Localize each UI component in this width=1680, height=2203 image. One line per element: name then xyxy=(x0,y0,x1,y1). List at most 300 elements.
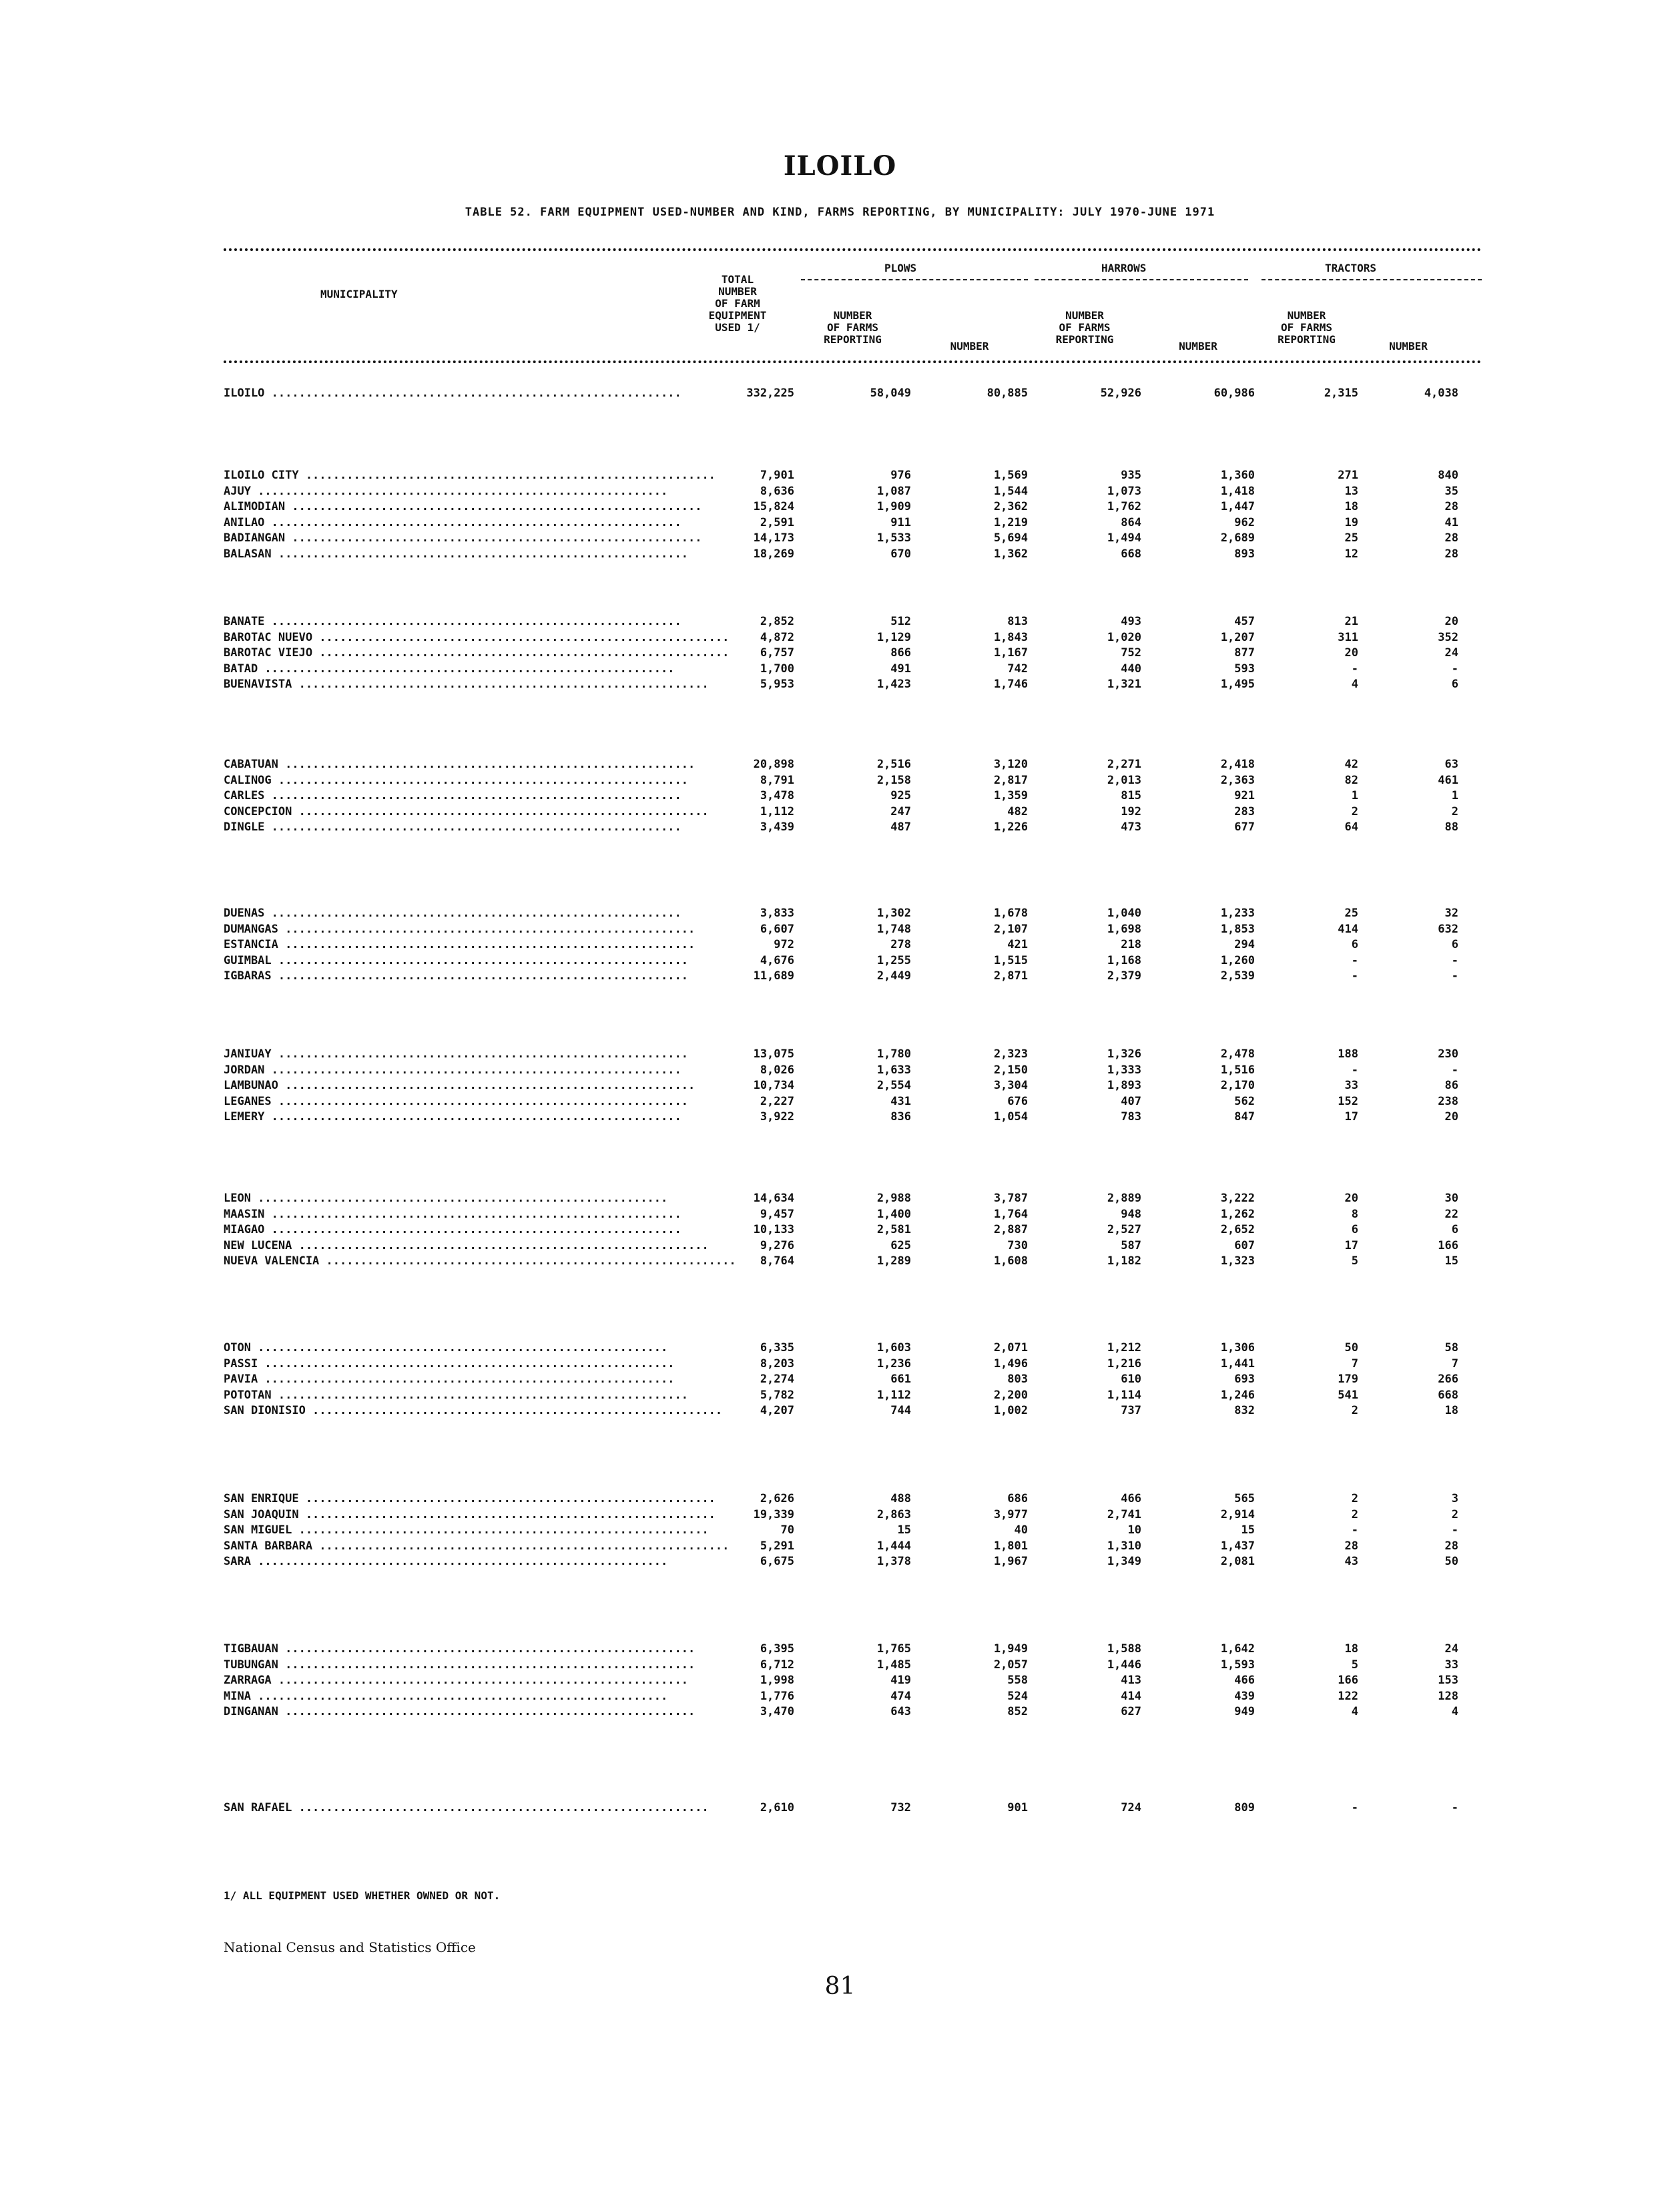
tractors-farms-cell: 6 xyxy=(1351,1223,1358,1236)
header-tractors-number: NUMBER xyxy=(1389,340,1428,352)
tractors-farms-cell: 152 xyxy=(1338,1095,1358,1108)
plows-farms-cell: 431 xyxy=(890,1095,911,1108)
table-row xyxy=(0,1238,1680,1254)
harrows-farms-cell: 2,013 xyxy=(1107,774,1141,787)
table-row xyxy=(0,1403,1680,1419)
harrows-farms-cell: 752 xyxy=(1121,646,1141,660)
total-equipment-cell: 5,782 xyxy=(760,1389,794,1402)
municipality-name: LAMBUNAO ............................................................ xyxy=(224,1079,695,1092)
municipality-name: PAVIA ............................................................ xyxy=(224,1373,675,1386)
table-row xyxy=(0,1207,1680,1222)
total-equipment-cell: 972 xyxy=(774,938,794,951)
tractors-farms-cell: 6 xyxy=(1351,938,1358,951)
plows-number-cell: 813 xyxy=(1007,615,1028,628)
table-row xyxy=(0,1254,1680,1269)
municipality-name: NEW LUCENA ............................................................ xyxy=(224,1239,709,1252)
plows-farms-cell: 2,449 xyxy=(876,969,911,983)
harrows-number-cell: 2,652 xyxy=(1220,1223,1255,1236)
tractors-farms-cell: 42 xyxy=(1344,758,1358,771)
harrows-farms-cell: 52,926 xyxy=(1100,387,1141,400)
tractors-number-cell: 632 xyxy=(1438,923,1458,936)
total-equipment-cell: 9,457 xyxy=(760,1208,794,1221)
tractors-farms-cell: 25 xyxy=(1344,531,1358,545)
plows-number-cell: 421 xyxy=(1007,938,1028,951)
total-equipment-cell: 6,335 xyxy=(760,1341,794,1355)
plows-number-cell: 730 xyxy=(1007,1239,1028,1252)
tractors-farms-cell: 18 xyxy=(1344,1642,1358,1656)
total-equipment-cell: 1,998 xyxy=(760,1674,794,1687)
plows-number-cell: 2,150 xyxy=(993,1063,1028,1077)
plows-farms-cell: 2,158 xyxy=(876,774,911,787)
plows-number-cell: 1,002 xyxy=(993,1404,1028,1417)
municipality-name: BAROTAC NUEVO ............................................................ xyxy=(224,631,730,644)
table-row xyxy=(0,547,1680,562)
municipality-name: DUENAS ............................................................ xyxy=(224,907,681,920)
harrows-farms-cell: 2,271 xyxy=(1107,758,1141,771)
municipality-name: IGBARAS ............................................................ xyxy=(224,969,688,983)
tractors-farms-cell: 5 xyxy=(1351,1254,1358,1268)
harrows-number-cell: 893 xyxy=(1234,547,1255,561)
plows-number-cell: 2,323 xyxy=(993,1047,1028,1061)
table-row xyxy=(0,484,1680,499)
total-equipment-cell: 9,276 xyxy=(760,1239,794,1252)
table-row xyxy=(0,969,1680,984)
municipality-name: SARA ............................................................ xyxy=(224,1555,668,1568)
harrows-farms-cell: 440 xyxy=(1121,662,1141,676)
tractors-number-cell: 88 xyxy=(1444,820,1458,834)
total-equipment-cell: 2,852 xyxy=(760,615,794,628)
plows-number-cell: 524 xyxy=(1007,1690,1028,1703)
table-caption: TABLE 52. FARM EQUIPMENT USED-NUMBER AND KIND, FARMS REPORTING, BY MUNICIPALITY: JULY 1970-JUNE 1971 xyxy=(465,206,1215,219)
harrows-number-cell: 2,689 xyxy=(1220,531,1255,545)
tractors-number-cell: 4 xyxy=(1451,1705,1458,1718)
table-row xyxy=(0,937,1680,953)
tractors-farms-cell: 5 xyxy=(1351,1658,1358,1672)
tractors-farms-cell: 20 xyxy=(1344,1192,1358,1205)
table-row xyxy=(0,1491,1680,1507)
total-equipment-cell: 13,075 xyxy=(753,1047,794,1061)
municipality-name: SAN MIGUEL ............................................................ xyxy=(224,1523,709,1537)
plows-number-cell: 1,167 xyxy=(993,646,1028,660)
harrows-number-cell: 1,447 xyxy=(1220,500,1255,513)
tractors-number-cell: 28 xyxy=(1444,531,1458,545)
tractors-number-cell: 2 xyxy=(1451,805,1458,818)
plows-farms-cell: 2,554 xyxy=(876,1079,911,1092)
header-harrows-group: HARROWS xyxy=(1101,262,1147,274)
harrows-farms-cell: 1,182 xyxy=(1107,1254,1141,1268)
tractors-farms-cell: - xyxy=(1351,1801,1358,1814)
municipality-name: JORDAN ............................................................ xyxy=(224,1063,681,1077)
tractors-number-cell: 18 xyxy=(1444,1404,1458,1417)
harrows-farms-cell: 1,073 xyxy=(1107,485,1141,498)
municipality-name: CABATUAN ............................................................ xyxy=(224,758,695,771)
source-note: National Census and Statistics Office xyxy=(224,1939,476,1955)
harrows-farms-cell: 1,168 xyxy=(1107,954,1141,967)
municipality-name: LEON ............................................................ xyxy=(224,1192,668,1205)
table-row xyxy=(0,757,1680,772)
harrows-farms-cell: 610 xyxy=(1121,1373,1141,1386)
harrows-number-cell: 1,207 xyxy=(1220,631,1255,644)
tractors-farms-cell: 12 xyxy=(1344,547,1358,561)
tractors-farms-cell: 64 xyxy=(1344,820,1358,834)
total-equipment-cell: 2,274 xyxy=(760,1373,794,1386)
tractors-number-cell: 22 xyxy=(1444,1208,1458,1221)
harrows-farms-cell: 10 xyxy=(1127,1523,1141,1537)
harrows-number-cell: 466 xyxy=(1234,1674,1255,1687)
total-equipment-cell: 2,626 xyxy=(760,1492,794,1505)
municipality-name: ILOILO ............................................................ xyxy=(224,387,681,400)
header-harrows-number: NUMBER xyxy=(1179,340,1217,352)
harrows-number-cell: 2,914 xyxy=(1220,1508,1255,1521)
total-equipment-cell: 1,776 xyxy=(760,1690,794,1703)
total-equipment-cell: 4,207 xyxy=(760,1404,794,1417)
harrows-number-cell: 921 xyxy=(1234,789,1255,802)
harrows-number-cell: 3,222 xyxy=(1220,1192,1255,1205)
page-title: ILOILO xyxy=(783,150,897,182)
harrows-farms-cell: 1,698 xyxy=(1107,923,1141,936)
table-row xyxy=(0,1110,1680,1125)
harrows-farms-cell: 2,527 xyxy=(1107,1223,1141,1236)
harrows-farms-cell: 1,216 xyxy=(1107,1357,1141,1371)
total-equipment-cell: 10,133 xyxy=(753,1223,794,1236)
harrows-number-cell: 1,323 xyxy=(1220,1254,1255,1268)
plows-farms-cell: 1,909 xyxy=(876,500,911,513)
harrows-farms-cell: 1,040 xyxy=(1107,907,1141,920)
total-equipment-cell: 19,339 xyxy=(753,1508,794,1521)
plows-farms-cell: 1,129 xyxy=(876,631,911,644)
municipality-name: DINGLE ............................................................ xyxy=(224,820,681,834)
plows-farms-cell: 866 xyxy=(890,646,911,660)
plows-number-cell: 2,057 xyxy=(993,1658,1028,1672)
municipality-name: SAN DIONISIO ............................................................ xyxy=(224,1404,723,1417)
plows-number-cell: 3,977 xyxy=(993,1508,1028,1521)
municipality-name: TUBUNGAN ............................................................ xyxy=(224,1658,695,1672)
municipality-name: CONCEPCION ............................................................ xyxy=(224,805,709,818)
tractors-farms-cell: 2 xyxy=(1351,1492,1358,1505)
plows-farms-cell: 976 xyxy=(890,469,911,482)
harrows-number-cell: 607 xyxy=(1234,1239,1255,1252)
table-row xyxy=(0,1063,1680,1078)
tractors-number-cell: 2 xyxy=(1451,1508,1458,1521)
tractors-farms-cell: 414 xyxy=(1338,923,1358,936)
tractors-farms-cell: 188 xyxy=(1338,1047,1358,1061)
total-equipment-cell: 3,478 xyxy=(760,789,794,802)
tractors-farms-cell: 2 xyxy=(1351,805,1358,818)
plows-number-cell: 80,885 xyxy=(987,387,1028,400)
plows-number-cell: 1,764 xyxy=(993,1208,1028,1221)
plows-farms-cell: 1,255 xyxy=(876,954,911,967)
harrows-farms-cell: 192 xyxy=(1121,805,1141,818)
table-row xyxy=(0,788,1680,804)
tractors-farms-cell: 311 xyxy=(1338,631,1358,644)
plows-group-underline xyxy=(801,279,1028,280)
harrows-farms-cell: 724 xyxy=(1121,1801,1141,1814)
header-total-equipment: TOTAL NUMBER OF FARM EQUIPMENT USED 1/ xyxy=(708,273,767,334)
municipality-name: CALINOG ............................................................ xyxy=(224,774,688,787)
tractors-farms-cell: 17 xyxy=(1344,1110,1358,1124)
plows-farms-cell: 491 xyxy=(890,662,911,676)
tractors-farms-cell: - xyxy=(1351,969,1358,983)
tractors-number-cell: - xyxy=(1451,1801,1458,1814)
municipality-name: MINA ............................................................ xyxy=(224,1690,668,1703)
table-row xyxy=(0,1222,1680,1238)
tractors-farms-cell: 28 xyxy=(1344,1539,1358,1553)
table-row xyxy=(0,804,1680,820)
plows-farms-cell: 744 xyxy=(890,1404,911,1417)
harrows-number-cell: 2,081 xyxy=(1220,1555,1255,1568)
table-row xyxy=(0,499,1680,515)
harrows-farms-cell: 1,321 xyxy=(1107,678,1141,691)
plows-farms-cell: 670 xyxy=(890,547,911,561)
total-equipment-cell: 8,791 xyxy=(760,774,794,787)
plows-number-cell: 901 xyxy=(1007,1801,1028,1814)
plows-farms-cell: 1,423 xyxy=(876,678,911,691)
harrows-farms-cell: 1,114 xyxy=(1107,1389,1141,1402)
tractors-number-cell: 24 xyxy=(1444,646,1458,660)
plows-farms-cell: 58,049 xyxy=(870,387,911,400)
plows-farms-cell: 2,581 xyxy=(876,1223,911,1236)
table-row xyxy=(0,1704,1680,1720)
tractors-number-cell: 86 xyxy=(1444,1079,1458,1092)
tractors-number-cell: 153 xyxy=(1438,1674,1458,1687)
total-equipment-cell: 6,607 xyxy=(760,923,794,936)
tractors-number-cell: 3 xyxy=(1451,1492,1458,1505)
harrows-number-cell: 283 xyxy=(1234,805,1255,818)
harrows-group-underline xyxy=(1035,279,1248,280)
harrows-number-cell: 1,495 xyxy=(1220,678,1255,691)
tractors-number-cell: 41 xyxy=(1444,516,1458,529)
table-row xyxy=(0,1507,1680,1523)
harrows-farms-cell: 493 xyxy=(1121,615,1141,628)
total-equipment-cell: 8,026 xyxy=(760,1063,794,1077)
harrows-number-cell: 15 xyxy=(1241,1523,1255,1537)
total-equipment-cell: 2,610 xyxy=(760,1801,794,1814)
tractors-number-cell: 840 xyxy=(1438,469,1458,482)
total-equipment-cell: 3,922 xyxy=(760,1110,794,1124)
municipality-name: MAASIN ............................................................ xyxy=(224,1208,681,1221)
municipality-name: BATAD ............................................................ xyxy=(224,662,675,676)
harrows-farms-cell: 737 xyxy=(1121,1404,1141,1417)
harrows-number-cell: 1,437 xyxy=(1220,1539,1255,1553)
plows-number-cell: 2,871 xyxy=(993,969,1028,983)
plows-farms-cell: 643 xyxy=(890,1705,911,1718)
total-equipment-cell: 4,676 xyxy=(760,954,794,967)
tractors-farms-cell: 2 xyxy=(1351,1404,1358,1417)
plows-farms-cell: 911 xyxy=(890,516,911,529)
table-row xyxy=(0,1689,1680,1704)
table-row xyxy=(0,906,1680,921)
total-equipment-cell: 332,225 xyxy=(746,387,794,400)
harrows-farms-cell: 2,889 xyxy=(1107,1192,1141,1205)
plows-farms-cell: 1,400 xyxy=(876,1208,911,1221)
table-row xyxy=(0,630,1680,646)
header-top-rule xyxy=(224,248,1482,251)
harrows-number-cell: 593 xyxy=(1234,662,1255,676)
tractors-number-cell: 28 xyxy=(1444,547,1458,561)
plows-farms-cell: 474 xyxy=(890,1690,911,1703)
tractors-farms-cell: 18 xyxy=(1344,500,1358,513)
plows-number-cell: 676 xyxy=(1007,1095,1028,1108)
municipality-name: CARLES ............................................................ xyxy=(224,789,681,802)
header-plows-number: NUMBER xyxy=(950,340,989,352)
table-row xyxy=(0,646,1680,661)
table-row xyxy=(0,922,1680,937)
harrows-farms-cell: 1,020 xyxy=(1107,631,1141,644)
harrows-number-cell: 562 xyxy=(1234,1095,1255,1108)
tractors-number-cell: 50 xyxy=(1444,1555,1458,1568)
plows-number-cell: 1,219 xyxy=(993,516,1028,529)
tractors-farms-cell: 50 xyxy=(1344,1341,1358,1355)
municipality-name: ZARRAGA ............................................................ xyxy=(224,1674,688,1687)
harrows-number-cell: 1,853 xyxy=(1220,923,1255,936)
plows-number-cell: 1,362 xyxy=(993,547,1028,561)
plows-number-cell: 3,787 xyxy=(993,1192,1028,1205)
plows-number-cell: 1,226 xyxy=(993,820,1028,834)
table-row xyxy=(0,468,1680,483)
harrows-number-cell: 962 xyxy=(1234,516,1255,529)
plows-number-cell: 1,544 xyxy=(993,485,1028,498)
harrows-number-cell: 2,363 xyxy=(1220,774,1255,787)
table-row xyxy=(0,1372,1680,1387)
header-tractors-group: TRACTORS xyxy=(1325,262,1377,274)
plows-number-cell: 2,362 xyxy=(993,500,1028,513)
harrows-number-cell: 949 xyxy=(1234,1705,1255,1718)
plows-number-cell: 1,569 xyxy=(993,469,1028,482)
harrows-farms-cell: 473 xyxy=(1121,820,1141,834)
plows-number-cell: 2,887 xyxy=(993,1223,1028,1236)
harrows-farms-cell: 1,494 xyxy=(1107,531,1141,545)
plows-farms-cell: 836 xyxy=(890,1110,911,1124)
harrows-number-cell: 877 xyxy=(1234,646,1255,660)
plows-number-cell: 5,694 xyxy=(993,531,1028,545)
municipality-name: GUIMBAL ............................................................ xyxy=(224,954,688,967)
tractors-number-cell: 266 xyxy=(1438,1373,1458,1386)
harrows-number-cell: 294 xyxy=(1234,938,1255,951)
tractors-group-underline xyxy=(1262,279,1482,280)
plows-farms-cell: 1,289 xyxy=(876,1254,911,1268)
table-row xyxy=(0,515,1680,531)
harrows-number-cell: 1,306 xyxy=(1220,1341,1255,1355)
table-row xyxy=(0,1642,1680,1657)
table-row xyxy=(0,1800,1680,1816)
table-row xyxy=(0,1078,1680,1093)
tractors-number-cell: 35 xyxy=(1444,485,1458,498)
plows-number-cell: 1,949 xyxy=(993,1642,1028,1656)
table-row xyxy=(0,1539,1680,1554)
harrows-farms-cell: 1,333 xyxy=(1107,1063,1141,1077)
harrows-farms-cell: 466 xyxy=(1121,1492,1141,1505)
table-row xyxy=(0,1554,1680,1569)
tractors-number-cell: 1 xyxy=(1451,789,1458,802)
tractors-farms-cell: 271 xyxy=(1338,469,1358,482)
municipality-name: SANTA BARBARA ............................................................ xyxy=(224,1539,730,1553)
plows-number-cell: 1,515 xyxy=(993,954,1028,967)
total-equipment-cell: 6,675 xyxy=(760,1555,794,1568)
total-equipment-cell: 18,269 xyxy=(753,547,794,561)
tractors-farms-cell: 7 xyxy=(1351,1357,1358,1371)
tractors-number-cell: - xyxy=(1451,1523,1458,1537)
tractors-number-cell: 15 xyxy=(1444,1254,1458,1268)
harrows-number-cell: 1,260 xyxy=(1220,954,1255,967)
tractors-number-cell: 128 xyxy=(1438,1690,1458,1703)
tractors-farms-cell: - xyxy=(1351,954,1358,967)
total-equipment-cell: 6,712 xyxy=(760,1658,794,1672)
tractors-number-cell: 28 xyxy=(1444,1539,1458,1553)
tractors-number-cell: 668 xyxy=(1438,1389,1458,1402)
tractors-farms-cell: 4 xyxy=(1351,1705,1358,1718)
municipality-name: NUEVA VALENCIA ............................................................ xyxy=(224,1254,736,1268)
municipality-name: ALIMODIAN ............................................................ xyxy=(224,500,702,513)
total-equipment-cell: 8,764 xyxy=(760,1254,794,1268)
harrows-number-cell: 60,986 xyxy=(1213,387,1255,400)
tractors-farms-cell: 1 xyxy=(1351,789,1358,802)
total-equipment-cell: 8,203 xyxy=(760,1357,794,1371)
plows-farms-cell: 488 xyxy=(890,1492,911,1505)
plows-number-cell: 558 xyxy=(1007,1674,1028,1687)
harrows-number-cell: 1,593 xyxy=(1220,1658,1255,1672)
tractors-number-cell: 58 xyxy=(1444,1341,1458,1355)
plows-farms-cell: 1,236 xyxy=(876,1357,911,1371)
tractors-farms-cell: 2,315 xyxy=(1324,387,1358,400)
plows-number-cell: 742 xyxy=(1007,662,1028,676)
tractors-number-cell: 6 xyxy=(1451,938,1458,951)
plows-farms-cell: 1,485 xyxy=(876,1658,911,1672)
harrows-number-cell: 809 xyxy=(1234,1801,1255,1814)
tractors-farms-cell: 20 xyxy=(1344,646,1358,660)
table-row xyxy=(0,1191,1680,1206)
table-row xyxy=(0,614,1680,630)
plows-number-cell: 1,746 xyxy=(993,678,1028,691)
plows-farms-cell: 278 xyxy=(890,938,911,951)
tractors-number-cell: - xyxy=(1451,1063,1458,1077)
total-equipment-cell: 11,689 xyxy=(753,969,794,983)
harrows-farms-cell: 1,762 xyxy=(1107,500,1141,513)
table-row xyxy=(0,820,1680,835)
total-equipment-cell: 6,395 xyxy=(760,1642,794,1656)
harrows-number-cell: 1,262 xyxy=(1220,1208,1255,1221)
total-equipment-cell: 3,439 xyxy=(760,820,794,834)
plows-farms-cell: 1,780 xyxy=(876,1047,911,1061)
municipality-name: BANATE ............................................................ xyxy=(224,615,681,628)
harrows-farms-cell: 864 xyxy=(1121,516,1141,529)
harrows-farms-cell: 1,588 xyxy=(1107,1642,1141,1656)
table-row xyxy=(0,1388,1680,1403)
plows-number-cell: 40 xyxy=(1014,1523,1028,1537)
total-equipment-cell: 2,591 xyxy=(760,516,794,529)
harrows-number-cell: 439 xyxy=(1234,1690,1255,1703)
plows-number-cell: 1,608 xyxy=(993,1254,1028,1268)
plows-farms-cell: 732 xyxy=(890,1801,911,1814)
plows-farms-cell: 1,302 xyxy=(876,907,911,920)
municipality-name: POTOTAN ............................................................ xyxy=(224,1389,688,1402)
plows-farms-cell: 1,444 xyxy=(876,1539,911,1553)
harrows-farms-cell: 783 xyxy=(1121,1110,1141,1124)
plows-farms-cell: 15 xyxy=(897,1523,911,1537)
tractors-number-cell: 230 xyxy=(1438,1047,1458,1061)
table-row xyxy=(0,1047,1680,1062)
harrows-number-cell: 2,478 xyxy=(1220,1047,1255,1061)
plows-farms-cell: 512 xyxy=(890,615,911,628)
tractors-farms-cell: 33 xyxy=(1344,1079,1358,1092)
municipality-name: BALASAN ............................................................ xyxy=(224,547,688,561)
harrows-farms-cell: 948 xyxy=(1121,1208,1141,1221)
harrows-number-cell: 565 xyxy=(1234,1492,1255,1505)
municipality-name: SAN ENRIQUE ............................................................ xyxy=(224,1492,716,1505)
plows-number-cell: 3,304 xyxy=(993,1079,1028,1092)
plows-number-cell: 2,107 xyxy=(993,923,1028,936)
plows-number-cell: 852 xyxy=(1007,1705,1028,1718)
total-equipment-cell: 10,734 xyxy=(753,1079,794,1092)
